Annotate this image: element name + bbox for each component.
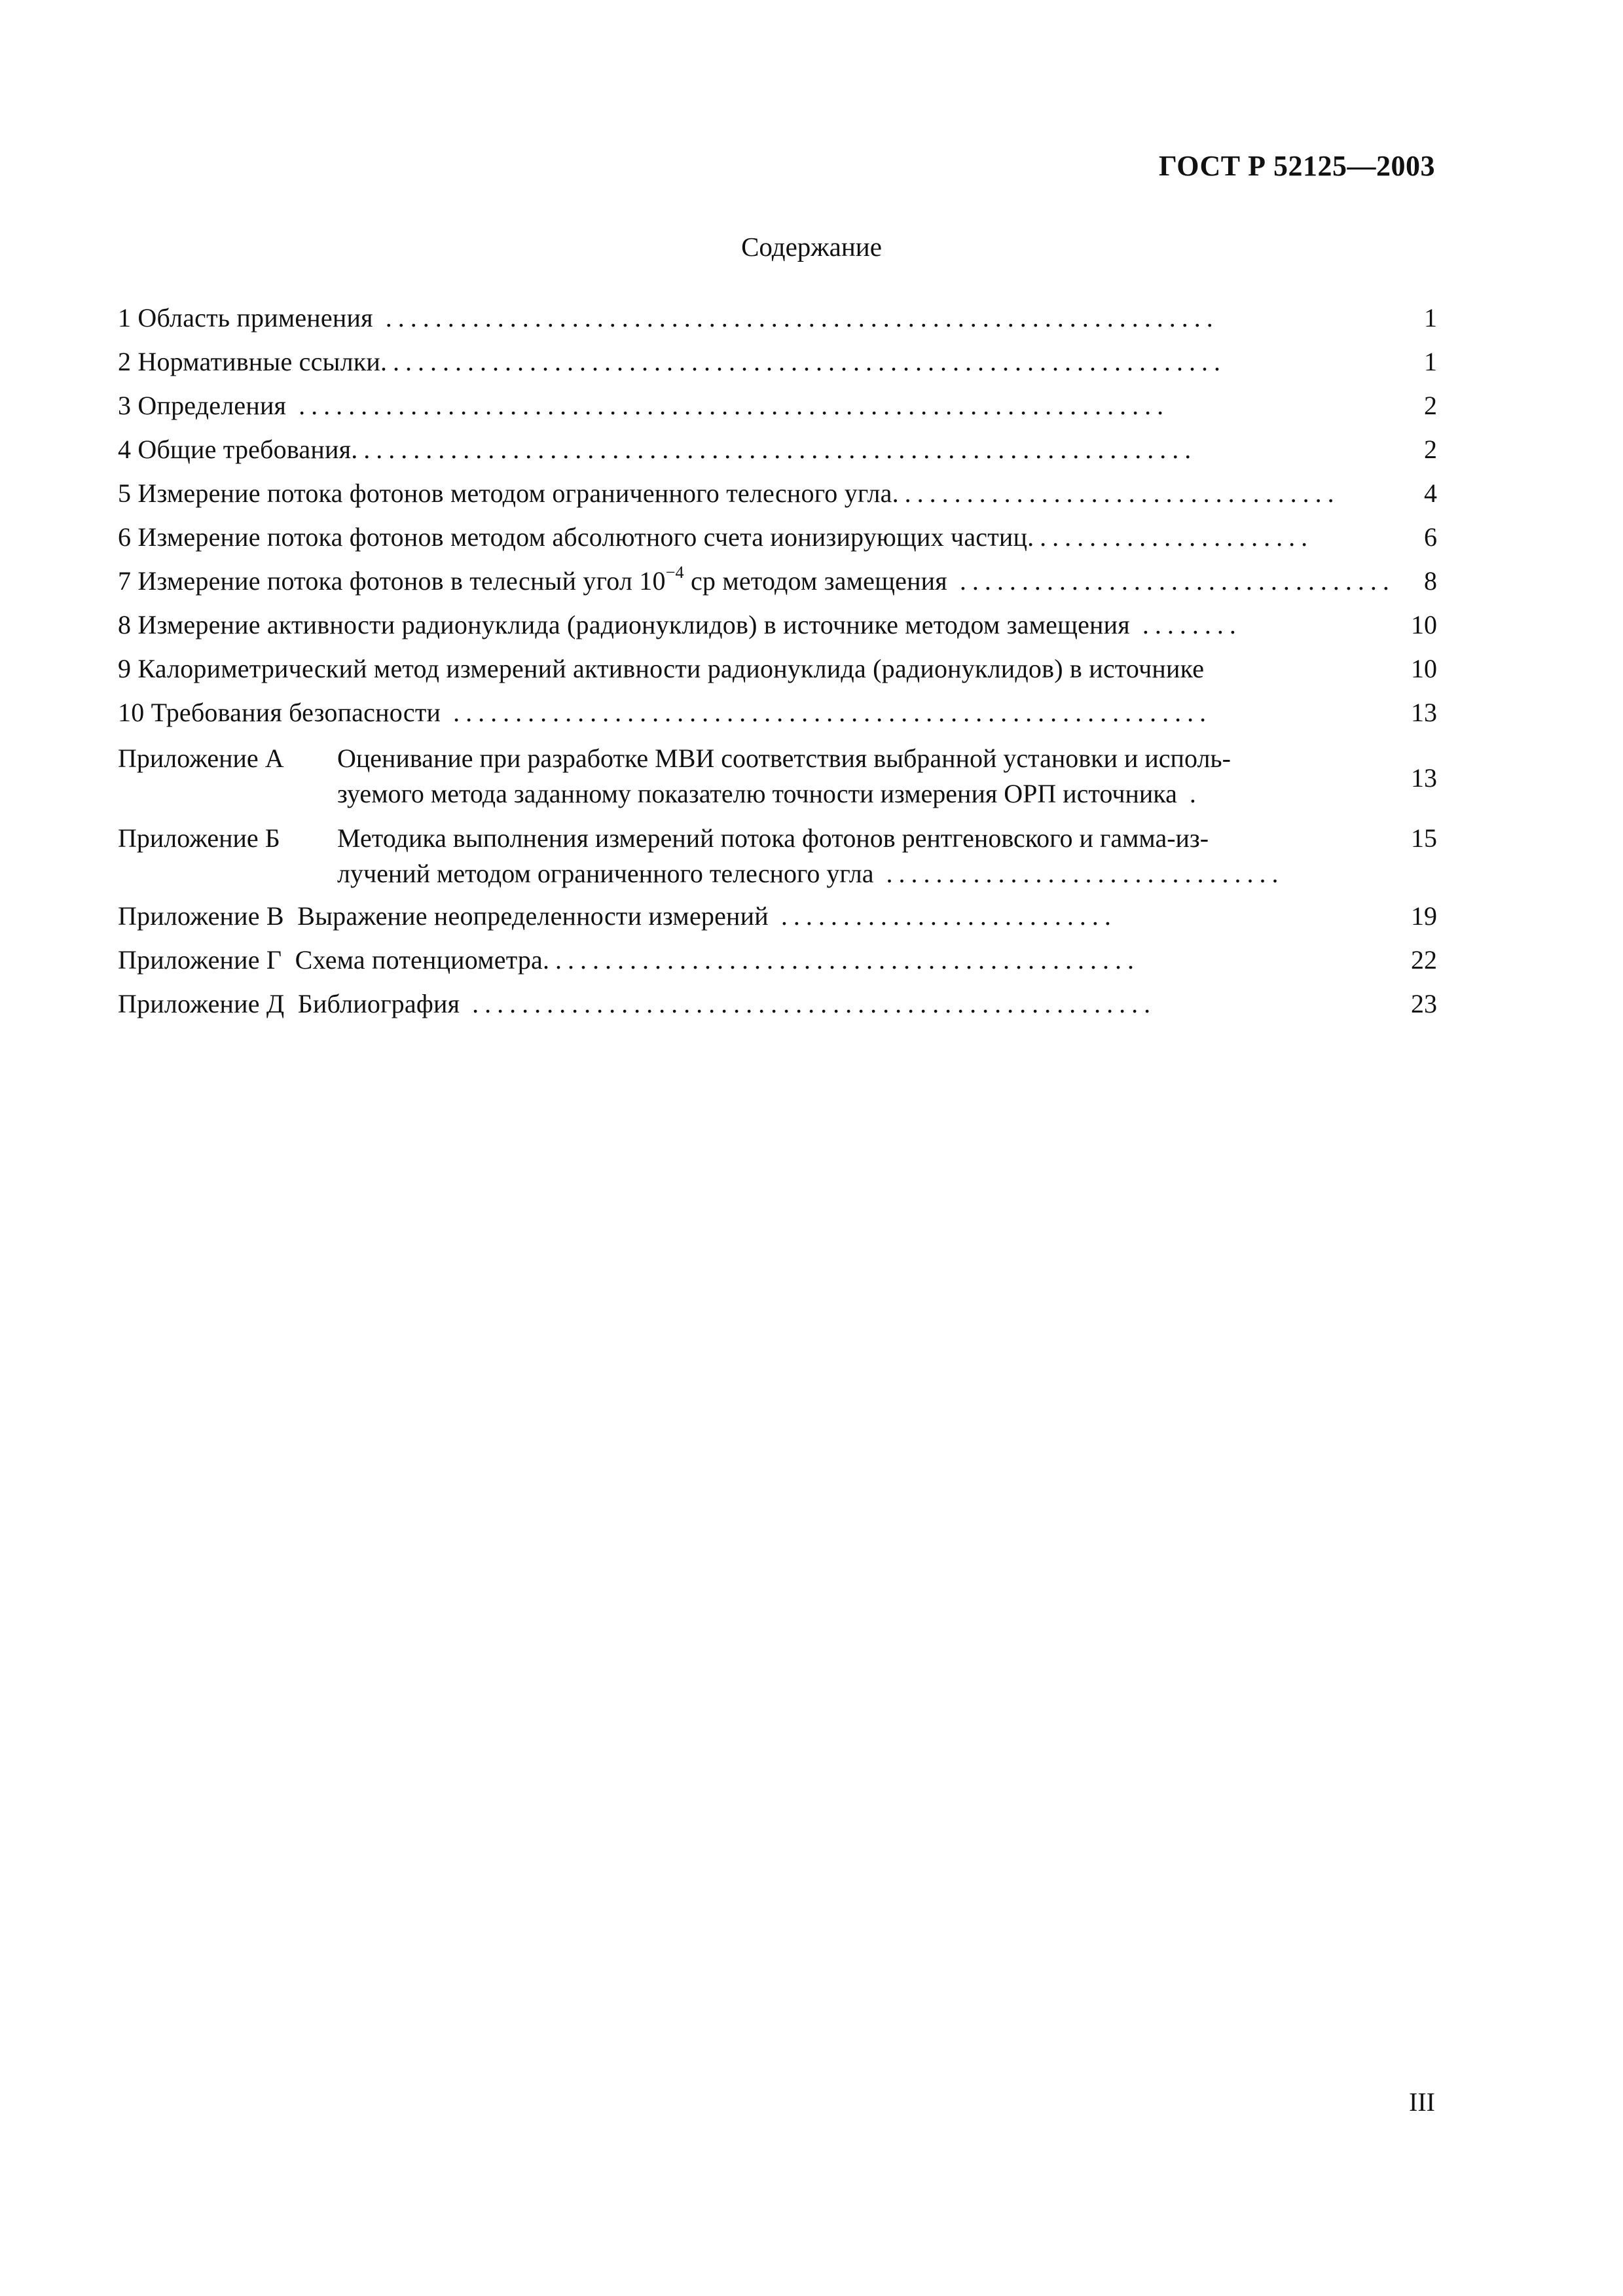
toc-entry-title: 8 Измерение активности радионуклида (радионуклидов) в источнике методом замещения xyxy=(118,610,1130,639)
toc-entry[interactable] xyxy=(118,647,1437,691)
toc-entry[interactable]: 8 Измерение активности радионуклида (радионуклидов) в источнике методом замещения ........ 10 xyxy=(118,603,1437,647)
toc-entry-title: 5 Измерение потока фотонов методом ограниченного телесного угла xyxy=(118,478,892,508)
toc-entry-page: 19 xyxy=(1411,901,1437,931)
toc-entry-title: 2 Нормативные ссылки xyxy=(118,347,381,376)
toc-entry-page: 2 xyxy=(1424,435,1437,464)
toc-entry-page: 1 xyxy=(1424,347,1437,376)
toc-entry-title: 4 Общие требования xyxy=(118,435,352,464)
toc-entry[interactable]: 1 Область применения ................................................................... 1 xyxy=(118,296,1437,340)
appendix-title-line: зуемого метода заданному показателю точности измерения ОРП источника xyxy=(337,779,1177,808)
toc-entry-title: 9 Калориметрический метод измерений активности радионуклида (радионуклидов) в источнике xyxy=(118,654,1205,683)
toc-appendix[interactable]: Приложение Б Методика выполнения измерений потока фотонов рентгеновского и гамма-из- лучений методом ограниченного телесного угла ................................ 15 xyxy=(118,814,1437,894)
toc-entry-title: 10 Требования безопасности xyxy=(118,698,441,727)
toc-entry-title: 3 Определения xyxy=(118,391,287,420)
toc-entry-title: 7 Измерение потока фотонов в телесный угол $10^{-4}$ ср методом замещения xyxy=(118,562,947,596)
toc-entry-page: 22 xyxy=(1411,945,1437,975)
toc-entry-page: 15 xyxy=(1411,823,1437,853)
table-of-contents xyxy=(118,296,1437,1026)
toc-entry-page: 13 xyxy=(1411,698,1437,727)
appendix-title-line: Библиография xyxy=(297,989,460,1018)
toc-appendix[interactable]: Приложение В Выражение неопределенности измерений ........................... 19 xyxy=(118,894,1437,938)
exponent: −4 xyxy=(665,562,684,582)
appendix-title-line: Методика выполнения измерений потока фотонов рентгеновского и гамма-из- xyxy=(337,823,1209,853)
toc-appendix[interactable]: Приложение Д Библиография ....................................................... 23 xyxy=(118,982,1437,1026)
toc-entry[interactable]: 3 Определения ...................................................................... 2 xyxy=(118,384,1437,427)
toc-appendix[interactable]: Приложение А Оценивание при разработке МВИ соответствия выбранной установки и исполь- зуемого метода заданному показателю точности измерения ОРП источника . 13 xyxy=(118,734,1437,814)
toc-appendix[interactable]: Приложение Г Схема потенциометра................................................ 22 xyxy=(118,938,1437,982)
appendix-label: Приложение Д xyxy=(118,989,285,1018)
toc-entry-page: 13 xyxy=(1411,763,1437,793)
appendix-title-line: лучений методом ограниченного телесного угла xyxy=(337,859,874,888)
toc-entry-page: 8 xyxy=(1424,566,1437,596)
toc-entry[interactable]: 7 Измерение потока фотонов в телесный угол $10^{-4}$ ср методом замещения ................................... 8 xyxy=(118,559,1437,603)
toc-entry[interactable]: 2 Нормативные ссылки.................................................................... 1 xyxy=(118,340,1437,384)
appendix-title-line: Оценивание при разработке МВИ соответствия выбранной установки и исполь- xyxy=(337,744,1231,773)
toc-entry-page: 6 xyxy=(1424,522,1437,552)
appendix-title-line: Схема потенциометра xyxy=(295,945,543,975)
standard-id: ГОСТ Р 52125—2003 xyxy=(1158,150,1435,182)
toc-title: Содержание xyxy=(741,232,882,262)
toc-entry-page: 23 xyxy=(1411,989,1437,1018)
toc-entry-page: 2 xyxy=(1424,391,1437,420)
toc-entry-page: 10 xyxy=(1411,610,1437,639)
appendix-title-line: Выражение неопределенности измерений xyxy=(297,901,769,931)
appendix-label: Приложение Б xyxy=(118,823,280,853)
toc-entry[interactable]: 5 Измерение потока фотонов методом ограниченного телесного угла.................................... 4 xyxy=(118,471,1437,515)
toc-entry-page: 1 xyxy=(1424,303,1437,332)
toc-entry[interactable]: 10 Требования безопасности ............................................................. 13 xyxy=(118,691,1437,734)
toc-entry[interactable]: 4 Общие требования.................................................................... 2 xyxy=(118,427,1437,471)
appendix-label: Приложение В xyxy=(118,901,284,931)
toc-entry-page: 4 xyxy=(1424,478,1437,508)
toc-entry[interactable]: 6 Измерение потока фотонов методом абсолютного счета ионизирующих частиц....................... 6 xyxy=(118,515,1437,559)
appendix-label: Приложение Г xyxy=(118,945,282,975)
toc-entry-page: 10 xyxy=(1411,654,1437,683)
page-number: III xyxy=(1409,2087,1435,2117)
appendix-label: Приложение А xyxy=(118,744,284,773)
toc-entry-title: 1 Область применения xyxy=(118,303,373,332)
toc-entry-title: 6 Измерение потока фотонов методом абсолютного счета ионизирующих частиц xyxy=(118,522,1028,552)
